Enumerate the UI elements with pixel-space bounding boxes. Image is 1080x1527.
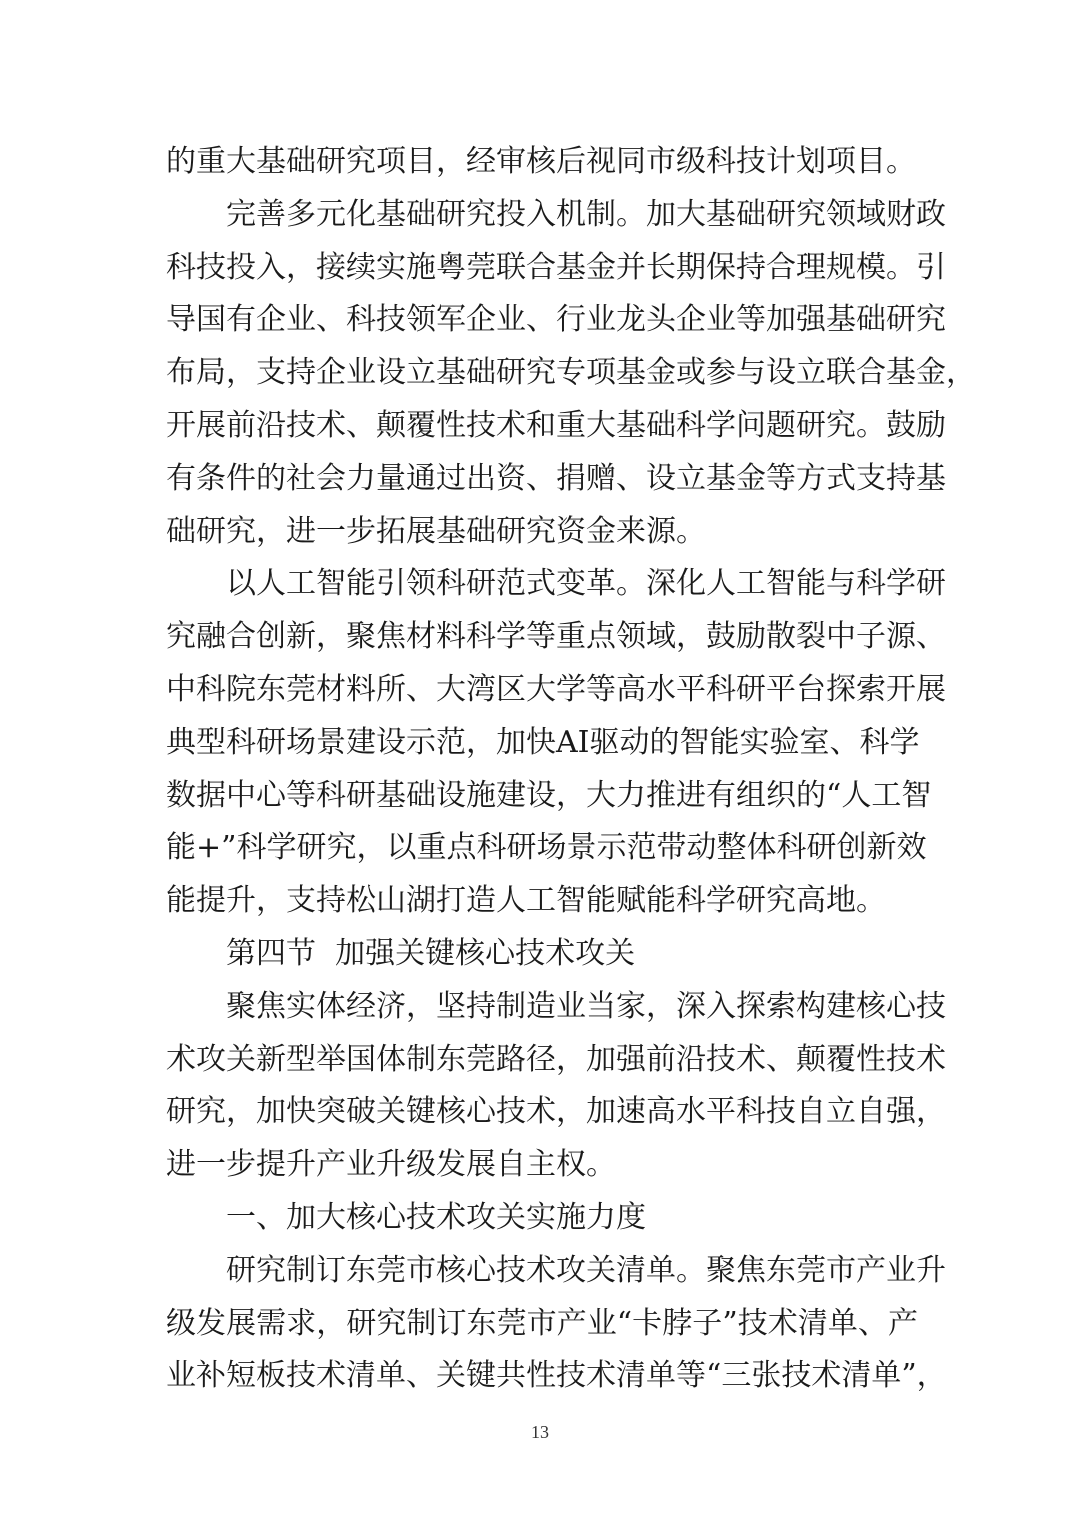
- text-line: 能+”科学研究，以重点科研场景示范带动整体科研创新效: [166, 830, 927, 866]
- text-line: 的重大基础研究项目，经审核后视同市级科技计划项目。: [166, 144, 916, 179]
- text-line: 数据中心等科研基础设施建设，大力推进有组织的“人工智: [166, 777, 932, 813]
- text-line: 开展前沿技术、颠覆性技术和重大基础科学问题研究。鼓励: [166, 407, 946, 443]
- text-line: 聚焦实体经济，坚持制造业当家，深入探索构建核心技: [226, 988, 946, 1024]
- text-line: 科技投入，接续实施粤莞联合基金并长期保持合理规模。引: [166, 249, 946, 285]
- text-line: 业补短板技术清单、关键共性技术清单等“三张技术清单”，: [166, 1358, 947, 1394]
- text-line: 进一步提升产业升级发展自主权。: [166, 1147, 616, 1183]
- text-line: 研究，加快突破关键核心技术，加速高水平科技自立自强，: [166, 1094, 946, 1130]
- text-line: 有条件的社会力量通过出资、捐赠、设立基金等方式支持基: [166, 460, 946, 496]
- text-line: 研究制订东莞市核心技术攻关清单。聚焦东莞市产业升: [226, 1252, 946, 1288]
- body-text: [166, 136, 976, 1403]
- text-line: 中科院东莞材料所、大湾区大学等高水平科研平台探索开展: [166, 671, 946, 707]
- text-line: 础研究，进一步拓展基础研究资金来源。: [166, 513, 706, 549]
- text-line: 完善多元化基础研究投入机制。加大基础研究领域财政: [226, 196, 946, 232]
- subsection-heading: 一、加大核心技术攻关实施力度: [226, 1199, 646, 1235]
- text-line: 能提升，支持松山湖打造人工智能赋能科学研究高地。: [166, 883, 886, 919]
- section-heading: 第四节 加强关键核心技术攻关: [226, 935, 636, 971]
- text-line: 典型科研场景建设示范，加快AI驱动的智能实验室、科学: [166, 724, 920, 760]
- page-number: 13: [531, 1422, 549, 1442]
- text-line: 术攻关新型举国体制东莞路径，加强前沿技术、颠覆性技术: [166, 1041, 946, 1077]
- text-line: 导国有企业、科技领军企业、行业龙头企业等加强基础研究: [166, 302, 946, 338]
- text-line: 级发展需求，研究制订东莞市产业“卡脖子”技术清单、产: [166, 1305, 918, 1341]
- text-line: 布局，支持企业设立基础研究专项基金或参与设立联合基金，: [166, 355, 976, 391]
- text-line: 究融合创新，聚焦材料科学等重点领域，鼓励散裂中子源、: [166, 619, 946, 655]
- text-line: 以人工智能引领科研范式变革。深化人工智能与科学研: [226, 566, 946, 602]
